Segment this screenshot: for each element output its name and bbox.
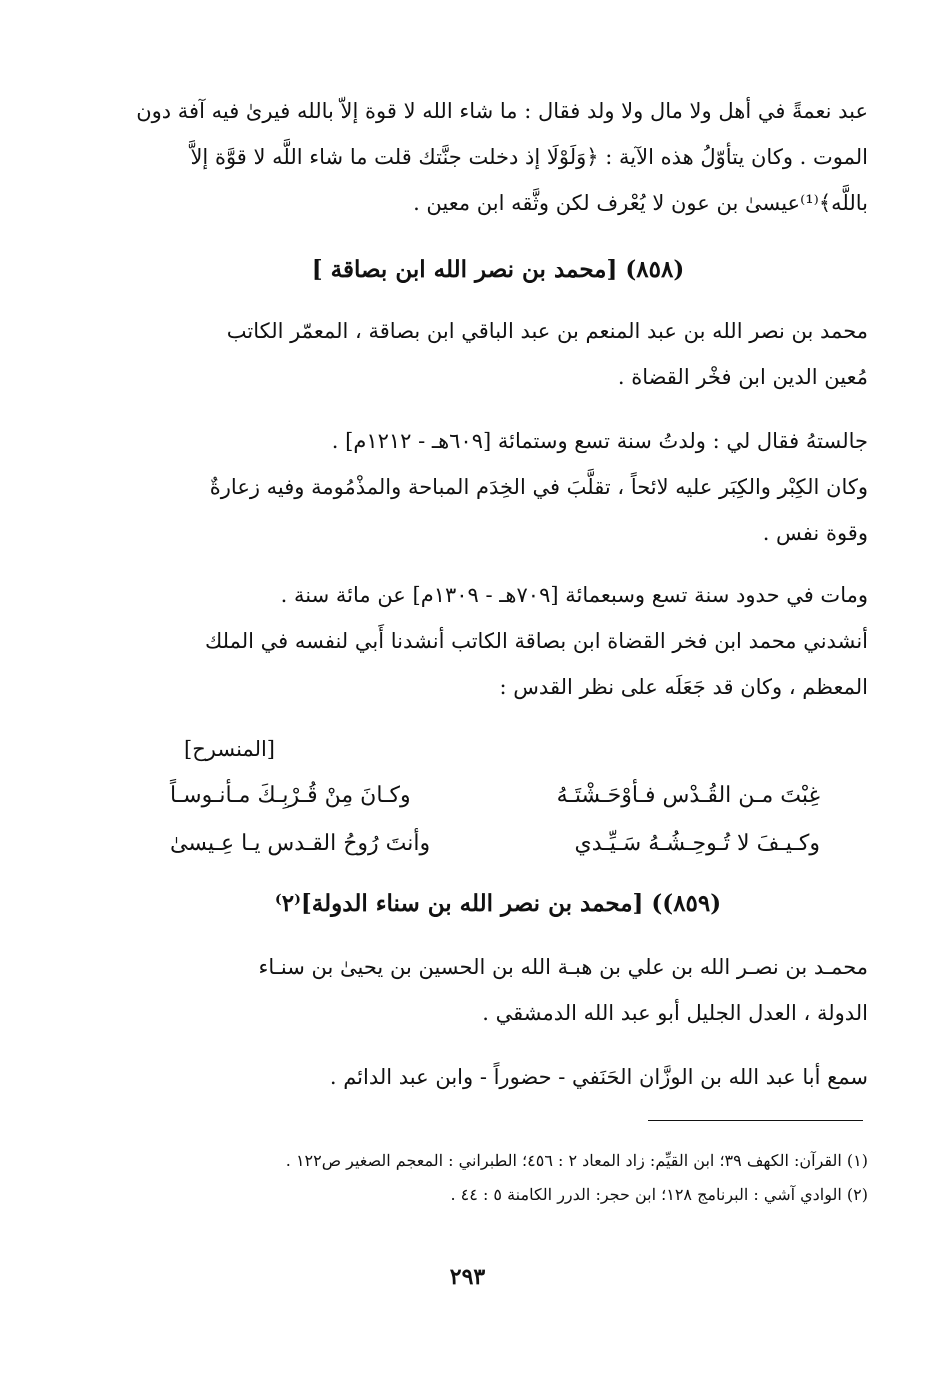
text-line: وكان الكِبْر والكِبَر عليه لائحاً ، تقلَّبَ في الخِدَم المباحة والمذْمُومة وفيه زعارةٌ — [209, 475, 868, 499]
text-line: محمـد بن نصـر الله بن علي بن هبـة الله بن الحسين بن يحيىٰ بن سنـاء — [258, 955, 868, 979]
entry-859-paragraph-2 — [128, 1054, 868, 1100]
text-line: الموت . وكان يتأوّلُ هذه الآية : ﴿وَلَوْلَا إذ دخلت جنَّتك قلت ما شاء اللَّه لا قوَّة إلاَّ — [190, 145, 868, 169]
entry-858-paragraph-3 — [128, 572, 868, 710]
verse-second-hemistich: وكـانَ مِنْ قُـرْبِـكَ مـأنـوسـاً — [170, 783, 411, 808]
footnote-2: (٢) الوادي آشي : البرنامج ١٢٨؛ ابن حجر: الدرر الكامنة ٥ : ٤٤ . — [450, 1185, 868, 1204]
text-line: عبد نعمةً في أهل ولا مال ولا ولد فقال : ما شاء الله لا قوة إلاّ بالله فيرىٰ فيه آفة دون — [136, 99, 868, 123]
verse-line-2 — [170, 822, 820, 866]
entry-858-paragraph-1 — [128, 308, 868, 400]
entry-859-heading: (٨٥٩)) [محمد بن نصر الله بن سناء الدولة]⁽٢⁾ — [274, 890, 722, 917]
footnote-1: (١) القرآن: الكهف ٣٩؛ ابن القيِّم: زاد المعاد ٢ : ٤٥٦؛ الطبراني : المعجم الصغير ص١٢٢ . — [285, 1151, 868, 1170]
entry-859-paragraph-1 — [128, 944, 868, 1036]
text-line: الدولة ، العدل الجليل أبو عبد الله الدمشقي . — [482, 1001, 868, 1025]
text-line: سمع أبا عبد الله بن الوزَّان الحَنَفي - حضوراً - وابن عبد الدائم . — [329, 1065, 868, 1089]
intro-paragraph — [128, 88, 868, 226]
entry-858-paragraph-2 — [128, 418, 868, 556]
text-line: ومات في حدود سنة تسع وسبعمائة [٧٠٩هـ - ١٣٠٩م] عن مائة سنة . — [280, 583, 868, 607]
verse-second-hemistich: وأنتَ رُوحُ القـدس يـا عِـيسىٰ — [170, 831, 431, 856]
text-line: وقوة نفس . — [762, 521, 868, 545]
poetic-meter-label: [المنسرح] — [184, 737, 275, 761]
verse-first-hemistich: وكـيـفَ لا تُـوحِـشُـهُ سَـيِّـدي — [574, 831, 820, 856]
text-line: مُعين الدين ابن فخْر القضاة . — [617, 365, 868, 389]
text-line: المعظم ، وكان قد جَعَلَه على نظر القدس : — [499, 675, 868, 699]
text-line: جالستهُ فقال لي : ولدتُ سنة تسع وستمائة [٦٠٩هـ - ١٢١٢م] . — [331, 429, 868, 453]
footnote-separator — [648, 1120, 863, 1121]
verse-line-1 — [170, 774, 820, 818]
page-number: ٢٩٣ — [449, 1264, 486, 1290]
entry-858-heading: (٨٥٨) [محمد بن نصر الله ابن بصاقة ] — [311, 256, 685, 283]
text-line: محمد بن نصر الله بن عبد المنعم بن عبد الباقي ابن بصاقة ، المعمّر الكاتب — [226, 319, 868, 343]
verse-first-hemistich: غِبْتَ مـن القُـدْس فـأوْحَـشْتَـهُ — [556, 783, 820, 808]
text-line: أنشدني محمد ابن فخر القضاة ابن بصاقة الكاتب أنشدنا أَبي لنفسه في الملك — [204, 629, 868, 653]
text-line: باللَّه﴾⁽¹⁾عيسىٰ بن عون لا يُعْرف لكن وثَّقه ابن معين . — [413, 191, 868, 215]
